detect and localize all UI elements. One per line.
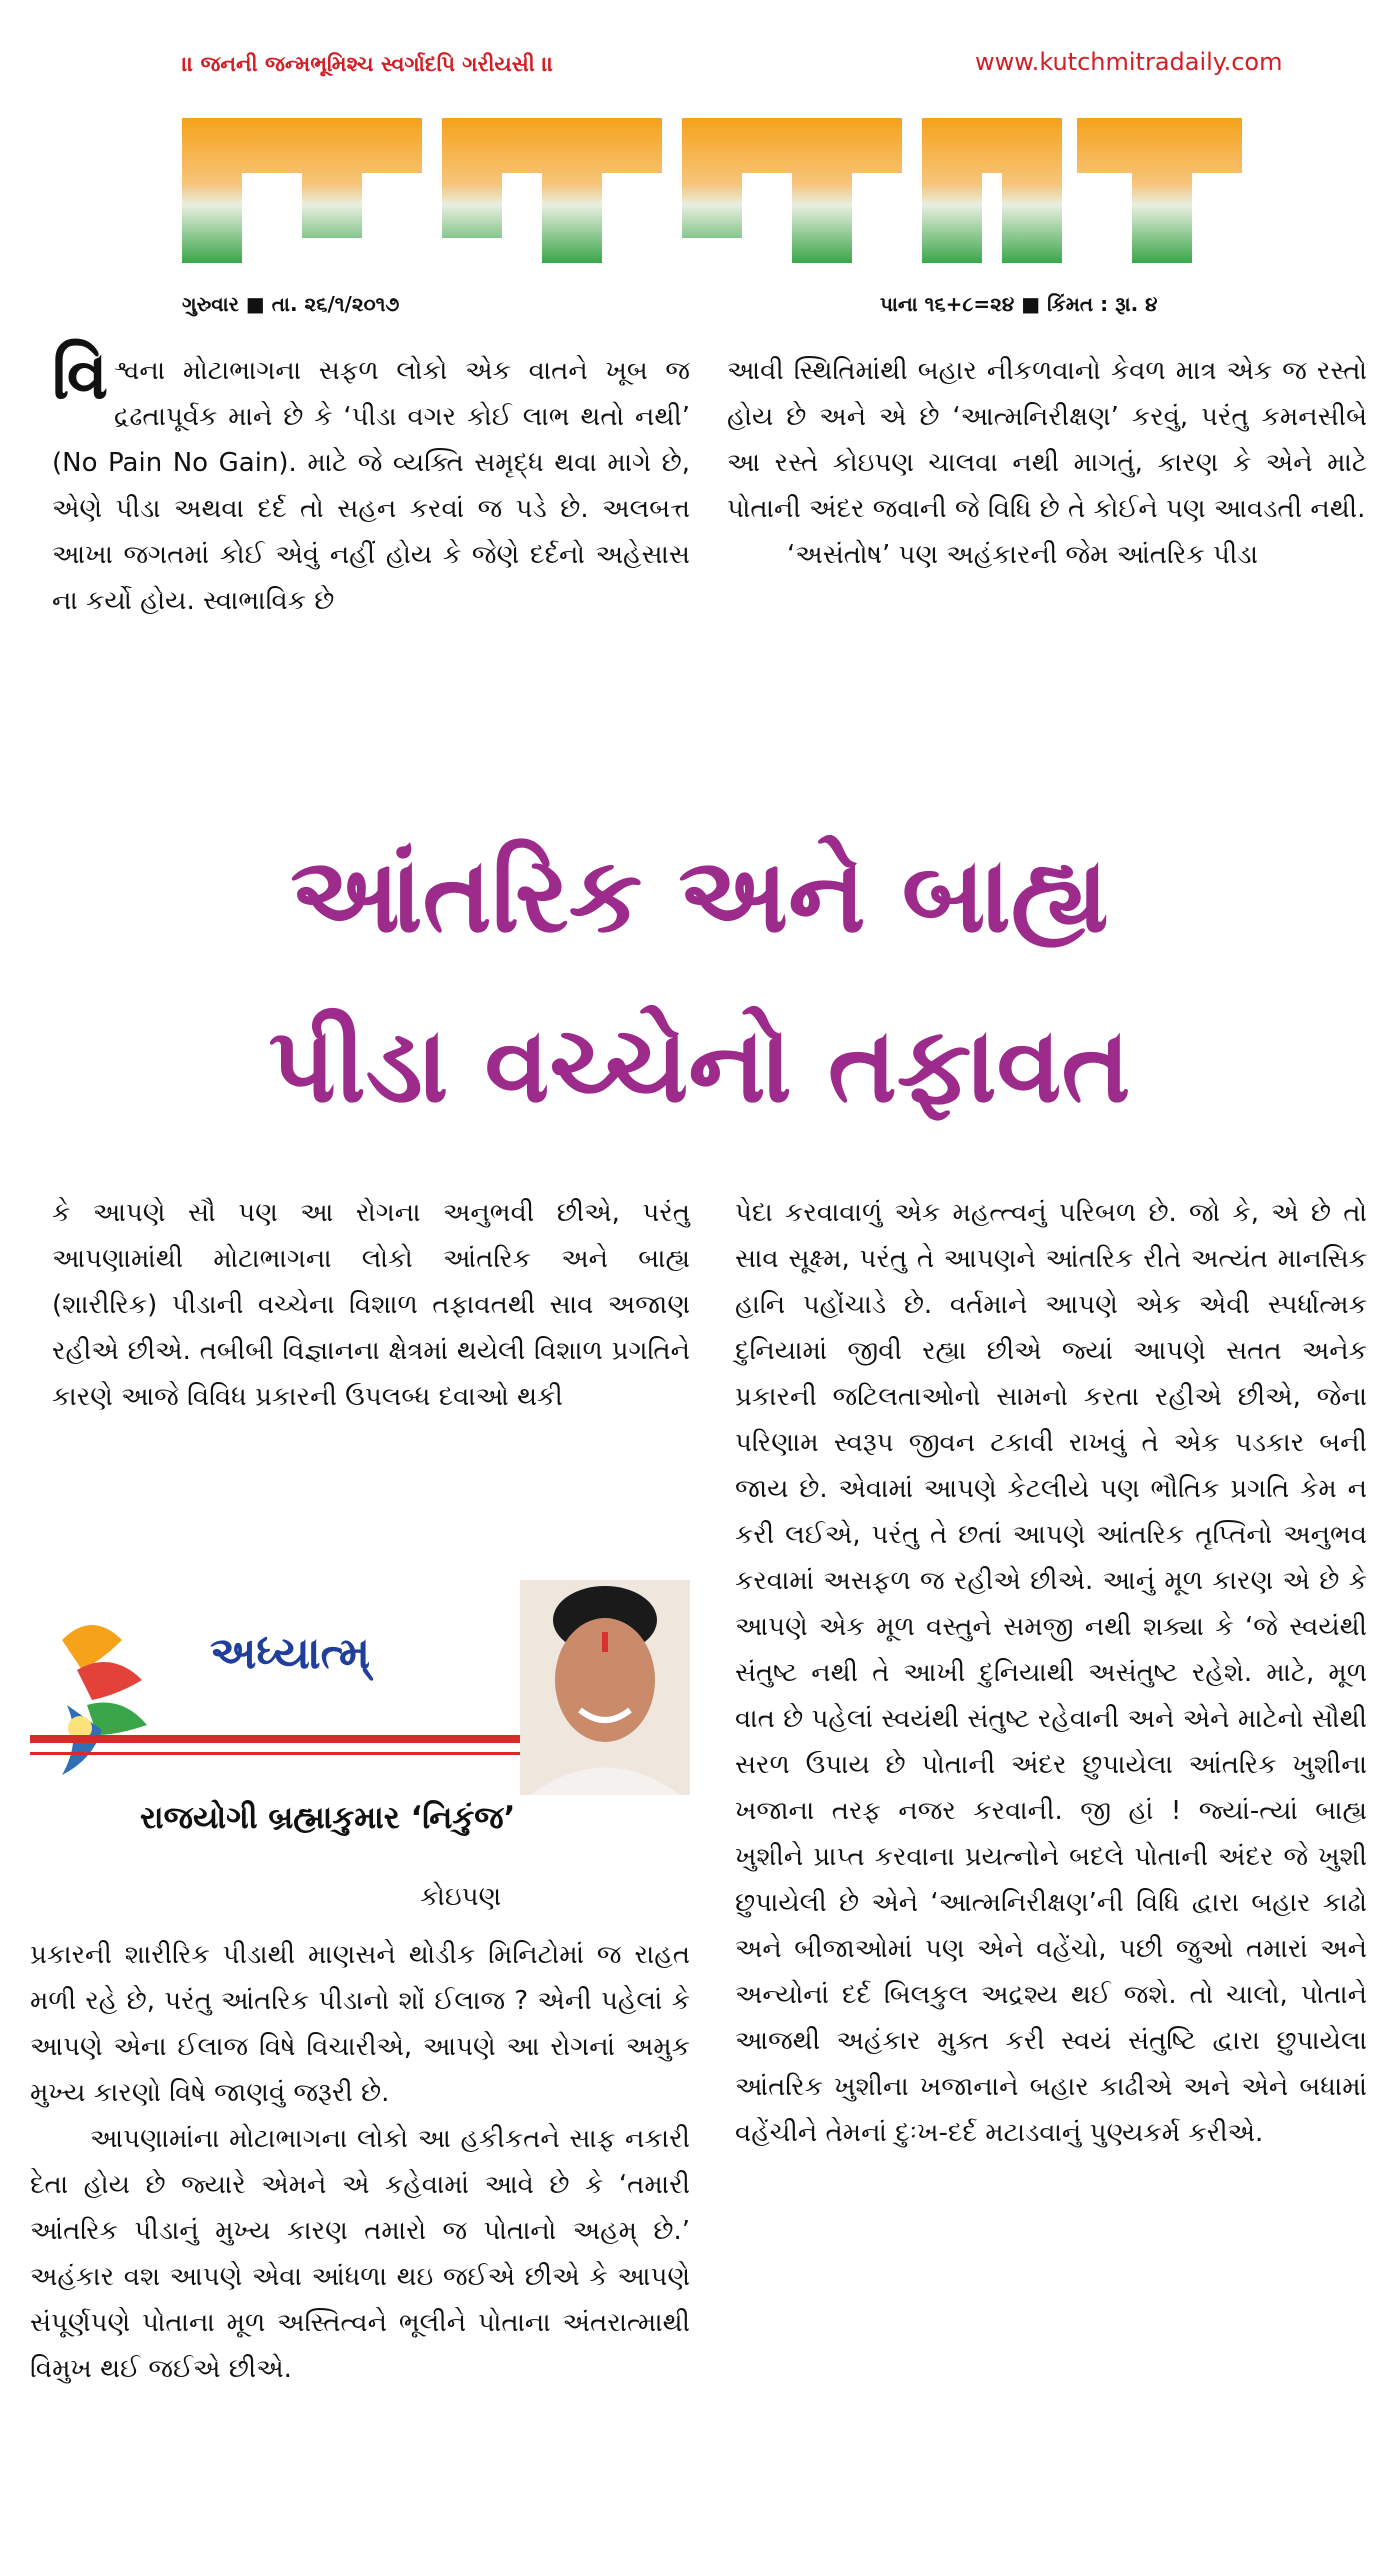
article-column-bottom-left <box>30 1932 690 2392</box>
issue-date: ગુરુવાર ■ તા. ૨૬/૧/૨૦૧૭ <box>182 292 400 316</box>
article-paragraph: પેદા કરવાવાળું એક મહત્ત્વનું પરિબળ છે. જો કે, એ છે તો સાવ સૂક્ષ્મ, પરંતુ તે આપણને આંતરિક રીતે અત્યંત માનસિક હાનિ પહોંચાડે છે. વર્તમાને આપણે એક એવી સ્પર્ધાત્મક દુનિયામાં જીવી રહ્યા છીએ જ્યાં આપણે સતત અનેક પ્રકારની જટિલતાઓનો સામનો કરતા રહીએ છીએ, જેના પરિણામ સ્વરૂપ જીવન ટકાવી રાખવું તે એક પડકાર બની જાય છે. એવામાં આપણે કેટલીયે પણ ભૌતિક પ્રગતિ કેમ ન કરી લઈએ, પરંતુ તે છતાં આપણે આંતરિક તૃપ્તિનો અનુભવ કરવામાં અસફળ જ રહીએ છીએ. આનું મૂળ કારણ એ છે કે આપણે એક મૂળ વસ્તુને સમજી નથી શક્યા કે ‘જે સ્વયંથી સંતુષ્ટ નથી તે આખી દુનિયાથી અસંતુષ્ટ રહેશે. માટે, મૂળ વાત છે પહેલાં સ્વયંથી સંતુષ્ટ રહેવાની અને એને માટેનો સૌથી સરળ ઉપાય છે પોતાની અંદર છુપાયેલા આંતરિક ખુશીના ખજાના તરફ નજર કરવાની. જી હાં ! જ્યાં-ત્યાં બાહ્ય ખુશીને પ્રાપ્ત કરવાના પ્રયત્નોને બદલે પોતાની અંદર જે ખુશી છુપાયેલી છે એને ‘આત્મનિરીક્ષણ’ની વિધિ દ્વારા બહાર કાઢો અને બીજાઓમાં પણ એને વહેંચો, પછી જુઓ તમારાં અને અન્યોનાં દર્દ બિલકુલ અદ્રશ્ય થઈ જશે. તો ચાલો, પોતાને આજથી અહંકાર મુક્ત કરી સ્વયં સંતુષ્ટિ દ્વારા છુપાયેલા આંતરિક ખુશીના ખજાનાને બહાર કાઢીએ અને એને બધામાં વહેંચીને તેમનાં દુઃખ-દર્દ મટાડવાનું પુણ્યકર્મ કરીએ. <box>735 1198 1367 2148</box>
masthead-tagline: ।। જનની જન્મભૂમિશ્ચ સ્વર્ગાદપિ ગરીયસી ।। <box>182 52 554 76</box>
website-url[interactable]: www.kutchmitradaily.com <box>975 48 1283 76</box>
article-paragraph: શ્વના મોટાભાગના સફળ લોકો એક વાતને ખૂબ જ દ્રઢતાપૂર્વક માને છે કે ‘પીડા વગર કોઈ લાભ થતો નથી’ (No Pain No Gain). માટે જે વ્યક્તિ સમૃદ્ધ થવા માગે છે, એણે પીડા અથવા દર્દ તો સહન કરવાં જ પડે છે. અલબત્ત આખા જગતમાં કોઈ એવું નહીં હોય કે જેણે દર્દનો અહેસાસ ના કર્યો હોય. સ્વાભાવિક છે <box>52 356 690 616</box>
article-continuation: કોઇપણ <box>420 1882 502 1912</box>
column-emblem-icon <box>32 1610 172 1790</box>
headline-line-1: આંતરિક અને બાહ્ય <box>290 834 1109 956</box>
drop-cap: વિ <box>52 337 109 414</box>
article-paragraph: આપણામાંના મોટાભાગના લોકો આ હકીકતને સાફ નકારી દેતા હોય છે જ્યારે એમને એ કહેવામાં આવે છે કે ‘તમારી આંતરિક પીડાનું મુખ્ય કારણ તમારો જ પોતાનો અહમ્ છે.’ અહંકાર વશ આપણે એવા આંધળા થઇ જઈએ છીએ કે આપણે સંપૂર્ણપણે પોતાના મૂળ અસ્તિત્વને ભૂલીને પોતાના અંતરાત્માથી વિમુખ થઈ જઈએ છીએ. <box>30 2124 690 2384</box>
divider <box>30 1752 520 1755</box>
article-column-top-left <box>52 337 690 624</box>
section-title: અધ્યાત્મ્ <box>210 1628 371 1679</box>
article-column-mid-left <box>52 1190 690 1420</box>
article-paragraph: ‘અસંતોષ’ પણ અહંકારની જેમ આંતરિક પીડા <box>787 540 1258 570</box>
author-photo <box>520 1580 690 1795</box>
kutchmitra-logo <box>162 78 1252 278</box>
headline-line-2: પીડા વચ્ચેનો તફાવત <box>268 1004 1131 1126</box>
byline: રાજયોગી બ્રહ્માકુમાર ‘નિકુંજ’ <box>140 1800 516 1836</box>
divider <box>30 1735 520 1743</box>
article-column-right <box>735 1190 1367 2156</box>
article-paragraph: પ્રકારની શારીરિક પીડાથી માણસને થોડીક મિનિટોમાં જ રાહત મળી રહે છે, પરંતુ આંતરિક પીડાનો શોં ઈલાજ ? એની પહેલાં કે આપણે એના ઈલાજ વિષે વિચારીએ, આપણે આ રોગનાં અમુક મુખ્ય કારણો વિષે જાણવું જરૂરી છે. <box>30 1940 690 2108</box>
article-paragraph: કે આપણે સૌ પણ આ રોગના અનુભવી છીએ, પરંતુ આપણામાંથી મોટાભાગના લોકો આંતરિક અને બાહ્ય (શારીરિક) પીડાની વચ્ચેના વિશાળ તફાવતથી સાવ અજાણ રહીએ છીએ. તબીબી વિજ્ઞાનના ક્ષેત્રમાં થયેલી વિશાળ પ્રગતિને કારણે આજે વિવિધ પ્રકારની ઉપલબ્ધ દવાઓ થકી <box>52 1198 690 1412</box>
article-paragraph: આવી સ્થિતિમાંથી બહાર નીકળવાનો કેવળ માત્ર એક જ રસ્તો હોય છે અને એ છે ‘આત્મનિરીક્ષણ’ કરવું, પરંતુ કમનસીબે આ રસ્તે કોઇપણ ચાલવા નથી માગતું, કારણ કે એને માટે પોતાની અંદર જવાની જે વિધિ છે તે કોઈને પણ આવડતી નથી. <box>727 356 1367 524</box>
headline <box>0 810 1399 1150</box>
article-column-top-right <box>727 348 1367 578</box>
pages-price: પાના ૧૬+૮=૨૪ ■ કિંમત : રૂા. ૪ <box>880 292 1158 316</box>
